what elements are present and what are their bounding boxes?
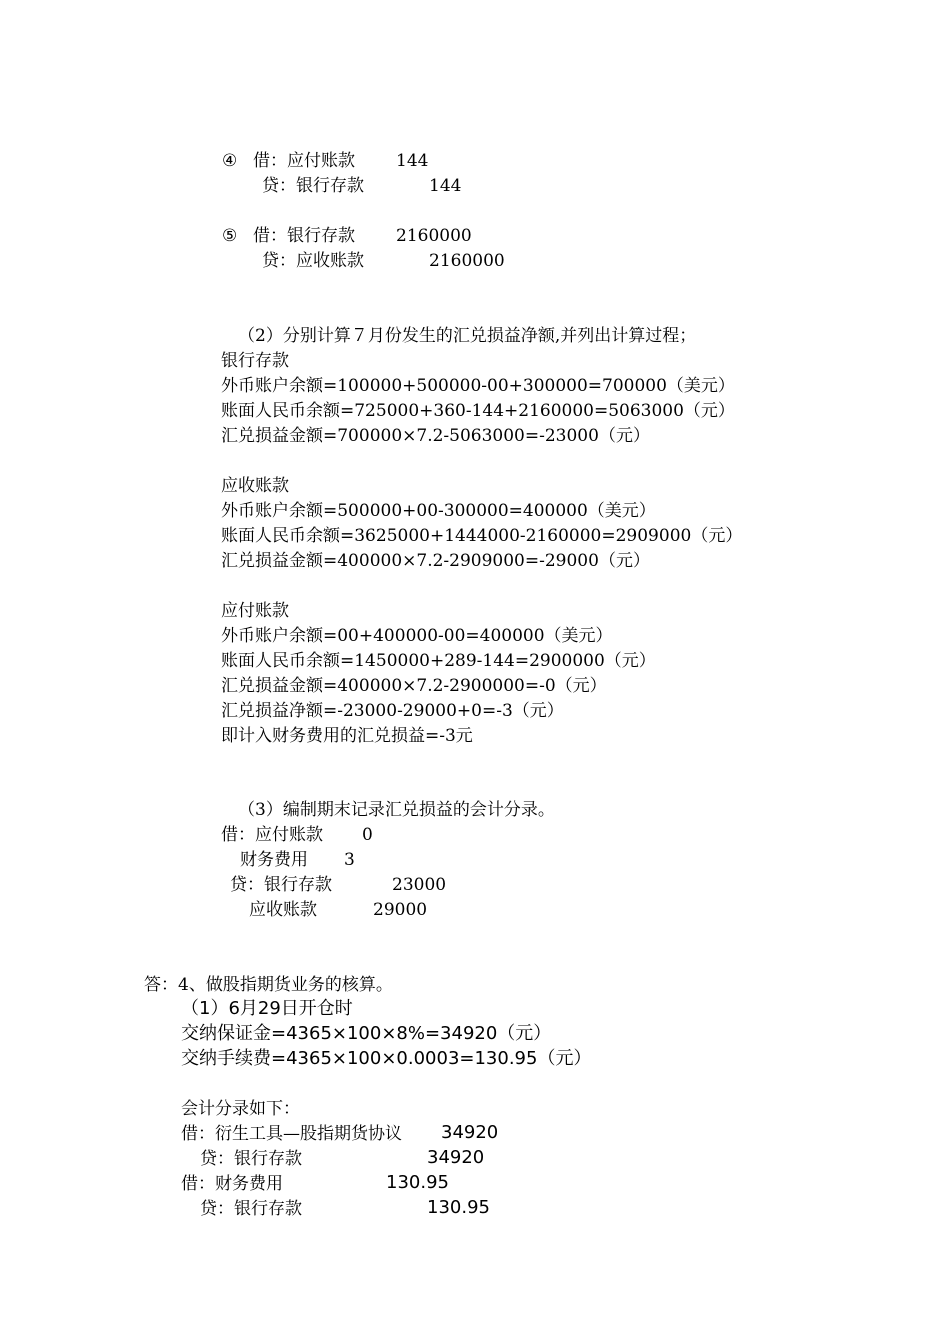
part-3-debit-1-amount: 0 — [362, 825, 373, 845]
entry-4-debit-amount: 144 — [396, 151, 429, 171]
part-3-credit-2-amount: 29000 — [373, 900, 428, 920]
part-3-credit-1-amount: 23000 — [392, 875, 447, 895]
margin-calculation: 交纳保证金=4365×100×8%=34920（元） — [181, 1023, 552, 1044]
financial-expense-conclusion: 即计入财务费用的汇兑损益=-3元 — [221, 726, 473, 746]
answer-4-subheading: （1）6月29日开仓时 — [181, 998, 353, 1019]
answer-4-entry-1-credit-amount: 34920 — [427, 1147, 485, 1168]
receivable-title: 应收账款 — [221, 476, 289, 496]
entry-4-number: ④ — [222, 151, 238, 171]
entry-5-number: ⑤ — [222, 226, 238, 246]
entry-4-credit-account: 贷：银行存款 — [262, 176, 364, 196]
answer-4-entry-2-credit: 贷：银行存款 — [200, 1199, 302, 1219]
entry-5-debit-account: 借：银行存款 — [253, 226, 355, 246]
answer-4-entry-1-debit: 借：衍生工具—股指期货协议 — [181, 1124, 402, 1144]
bank-deposit-title: 银行存款 — [221, 351, 289, 371]
payable-rmb-balance: 账面人民币余额=1450000+289-144=2900000（元） — [221, 651, 656, 671]
net-exchange-gain-loss: 汇兑损益净额=-23000-29000+0=-3（元） — [221, 701, 564, 721]
answer-4-entry-1-credit: 贷：银行存款 — [200, 1149, 302, 1169]
payable-title: 应付账款 — [221, 601, 289, 621]
part-3-debit-1: 借：应付账款 — [221, 825, 323, 845]
part-2-heading: （2）分别计算７月份发生的汇兑损益净额,并列出计算过程； — [238, 326, 697, 346]
entry-4-debit-account: 借：应付账款 — [253, 151, 355, 171]
bank-foreign-balance: 外币账户余额=100000+500000-00+300000=700000（美元） — [221, 376, 735, 396]
part-3-credit-2: 应收账款 — [249, 900, 317, 920]
part-3-debit-2: 财务费用 — [240, 850, 308, 870]
answer-4-heading: 答：4、做股指期货业务的核算。 — [144, 975, 393, 995]
fee-calculation: 交纳手续费=4365×100×0.0003=130.95（元） — [181, 1048, 592, 1069]
entry-5-credit-account: 贷：应收账款 — [262, 251, 364, 271]
receivable-foreign-balance: 外币账户余额=500000+00-300000=400000（美元） — [221, 501, 656, 521]
answer-4-entry-2-debit-amount: 130.95 — [386, 1172, 449, 1193]
answer-4-entry-2-credit-amount: 130.95 — [427, 1197, 490, 1218]
payable-exchange-gain-loss: 汇兑损益金额=400000×7.2-2900000=-0（元） — [221, 676, 607, 696]
receivable-exchange-gain-loss: 汇兑损益金额=400000×7.2-2909000=-29000（元） — [221, 551, 650, 571]
answer-4-entry-1-debit-amount: 34920 — [441, 1122, 499, 1143]
entry-4-credit-amount: 144 — [429, 176, 462, 196]
entry-5-debit-amount: 2160000 — [396, 226, 472, 246]
entry-5-credit-amount: 2160000 — [429, 251, 505, 271]
payable-foreign-balance: 外币账户余额=00+400000-00=400000（美元） — [221, 626, 613, 646]
entries-title: 会计分录如下： — [181, 1099, 300, 1119]
bank-rmb-balance: 账面人民币余额=725000+360-144+2160000=5063000（元） — [221, 401, 735, 421]
receivable-rmb-balance: 账面人民币余额=3625000+1444000-2160000=2909000（元） — [221, 526, 743, 546]
answer-4-entry-2-debit: 借：财务费用 — [181, 1174, 283, 1194]
part-3-heading: （3）编制期末记录汇兑损益的会计分录。 — [238, 800, 555, 820]
bank-exchange-gain-loss: 汇兑损益金额=700000×7.2-5063000=-23000（元） — [221, 426, 650, 446]
part-3-credit-1: 贷：银行存款 — [230, 875, 332, 895]
part-3-debit-2-amount: 3 — [344, 850, 355, 870]
